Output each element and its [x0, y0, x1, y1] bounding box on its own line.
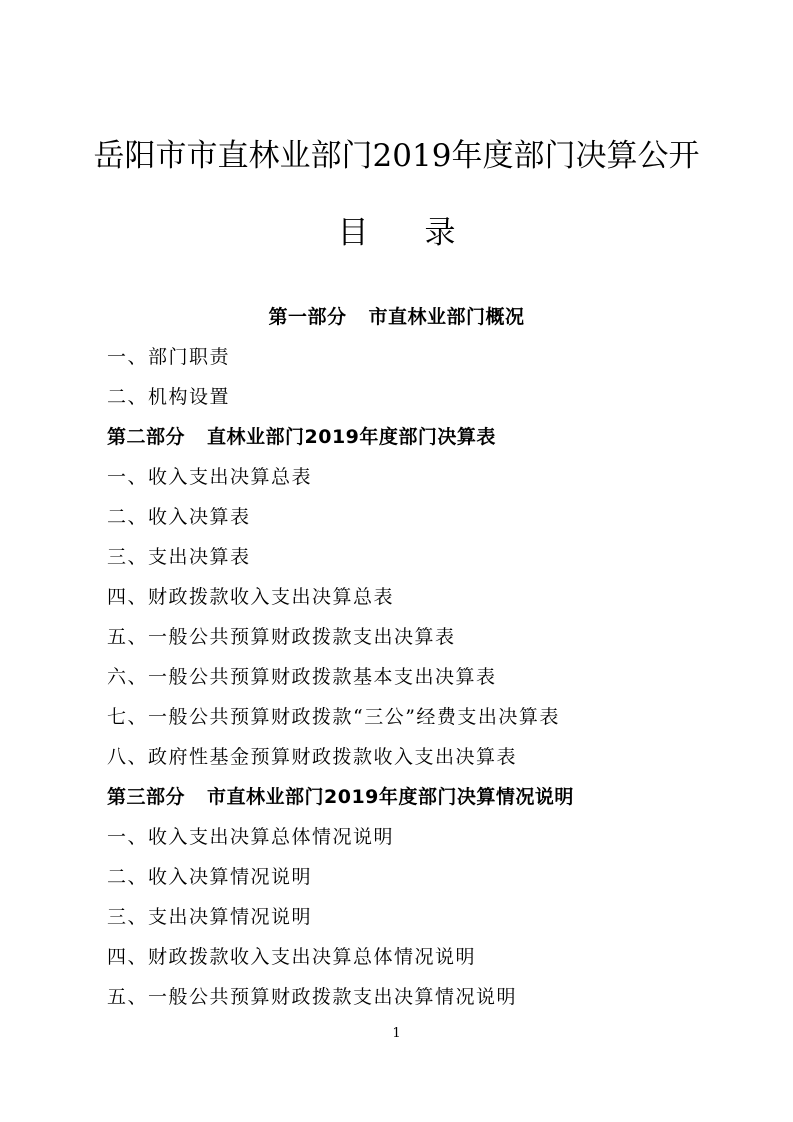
part1-name: 市直林业部门概况: [368, 306, 525, 328]
toc-item-part2-8[interactable]: 八、政府性基金预算财政拨款收入支出决算表: [107, 746, 518, 768]
part2-label: 第二部分: [107, 426, 186, 448]
part3-name: 市直林业部门2019年度部门决算情况说明: [207, 786, 574, 808]
toc-item-part2-7[interactable]: 七、一般公共预算财政拨款“三公”经费支出决算表: [107, 706, 560, 728]
toc-item-part2-3[interactable]: 三、支出决算表: [107, 546, 251, 568]
toc-item-part3-1[interactable]: 一、收入支出决算总体情况说明: [107, 826, 395, 848]
toc-item-part1-1[interactable]: 一、部门职责: [107, 346, 231, 368]
part1-heading[interactable]: [0, 304, 793, 330]
part3-label: 第三部分: [107, 786, 186, 808]
toc-item-part2-2[interactable]: 二、收入决算表: [107, 506, 251, 528]
toc-item-part3-2[interactable]: 二、收入决算情况说明: [107, 866, 313, 888]
part1-label: 第一部分: [268, 306, 347, 328]
part3-heading[interactable]: [107, 784, 574, 810]
page-number: 1: [392, 1026, 401, 1041]
toc-item-part2-4[interactable]: 四、财政拨款收入支出决算总表: [107, 586, 395, 608]
toc-item-part2-6[interactable]: 六、一般公共预算财政拨款基本支出决算表: [107, 666, 497, 688]
toc-item-part3-5[interactable]: 五、一般公共预算财政拨款支出决算情况说明: [107, 986, 518, 1008]
toc-item-part2-1[interactable]: 一、收入支出决算总表: [107, 466, 313, 488]
part2-name: 直林业部门2019年度部门决算表: [207, 426, 496, 448]
toc-item-part3-3[interactable]: 三、支出决算情况说明: [107, 906, 313, 928]
toc-heading: [0, 213, 793, 253]
part2-heading[interactable]: [107, 424, 496, 450]
toc-item-part3-4[interactable]: 四、财政拨款收入支出决算总体情况说明: [107, 946, 477, 968]
toc-item-part1-2[interactable]: 二、机构设置: [107, 386, 231, 408]
toc-heading-char-1: 目: [337, 215, 369, 251]
toc-heading-char-2: 录: [424, 215, 456, 251]
document-title: 岳阳市市直林业部门2019年度部门决算公开: [93, 138, 700, 174]
toc-item-part2-5[interactable]: 五、一般公共预算财政拨款支出决算表: [107, 626, 456, 648]
